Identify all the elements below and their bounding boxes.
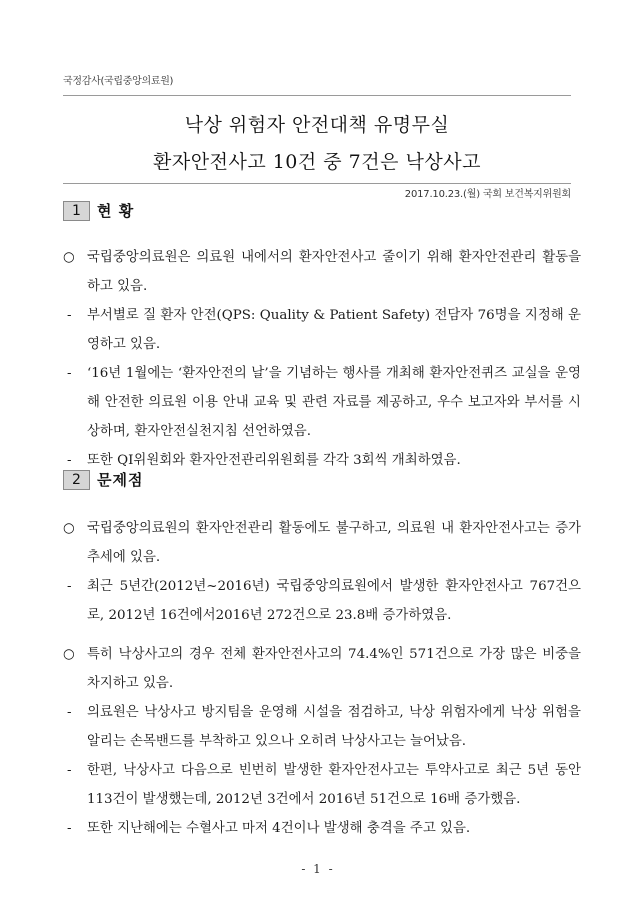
section-title: 문제점 [97,471,144,489]
dash-bullet-icon: - [67,763,72,778]
sub-bullet-item [63,814,581,843]
dash-bullet-icon: - [67,308,72,323]
title-divider [63,183,571,184]
header-divider [63,95,571,96]
bullet-text: 국립중앙의료원의 환자안전관리 활동에도 불구하고, 의료원 내 환자안전사고는 증가 추세에 있음. [87,521,581,565]
section-2-body-group-2 [63,640,581,843]
sub-bullet-item [63,756,581,814]
circle-bullet-icon: ○ [63,647,75,662]
running-header: 국정감사(국립중앙의료원) [63,76,174,87]
bullet-item [63,514,581,572]
dash-bullet-icon: - [67,366,72,381]
section-1-body [63,243,581,475]
bullet-text: 특히 낙상사고의 경우 전체 환자안전사고의 74.4%인 571건으로 가장 많은 비중을 차지하고 있음. [87,647,581,691]
section-number-badge: 2 [63,470,90,490]
dash-bullet-icon: - [67,453,72,468]
section-2-body-group-1 [63,514,581,630]
sub-bullet-item [63,572,581,630]
bullet-text: ‘16년 1월에는 ‘환자안전의 날’을 기념하는 행사를 개최해 환자안전퀴즈 교실을 운영해 안전한 의료원 이용 안내 교육 및 관련 자료를 제공하고, 우수 보고자와 부서를 시상하며, 환자안전실천지침 선언하였음. [87,366,581,439]
dash-bullet-icon: - [67,821,72,836]
bullet-text: 의료원은 낙상사고 방지팀을 운영해 시설을 점검하고, 낙상 위험자에게 낙상 위험을 알리는 손목밴드를 부착하고 있으나 오히려 낙상사고는 늘어났음. [87,705,581,749]
sub-bullet-item [63,698,581,756]
bullet-text: 한편, 낙상사고 다음으로 빈번히 발생한 환자안전사고는 투약사고로 최근 5년 동안 113건이 발생했는데, 2012년 3건에서 2016년 51건으로 16배 증가했음. [87,763,581,807]
section-heading-problems [63,469,143,490]
section-heading-status [63,200,134,221]
bullet-text: 또한 QI위원회와 환자안전관리위원회를 각각 3회씩 개최하였음. [87,453,461,468]
bullet-item [63,640,581,698]
sub-bullet-item [63,301,581,359]
bullet-text: 최근 5년간(2012년~2016년) 국립중앙의료원에서 발생한 환자안전사고 767건으로, 2012년 16건에서2016년 272건으로 23.8배 증가하였음. [87,579,581,623]
date-and-committee: 2017.10.23.(월) 국회 보건복지위원회 [404,189,571,200]
document-title-line-2: 환자안전사고 10건 중 7건은 낙상사고 [153,151,481,173]
document-title-line-1: 낙상 위험자 안전대책 유명무실 [184,114,450,136]
bullet-text: 또한 지난해에는 수혈사고 마저 4건이나 발생해 충격을 주고 있음. [87,821,471,836]
dash-bullet-icon: - [67,579,72,594]
dash-bullet-icon: - [67,705,72,720]
circle-bullet-icon: ○ [63,521,75,536]
bullet-text: 부서별로 질 환자 안전(QPS: Quality & Patient Safety) 전담자 76명을 지정해 운영하고 있음. [87,308,581,352]
section-title: 현 황 [97,202,135,220]
section-number-badge: 1 [63,201,90,221]
sub-bullet-item [63,359,581,446]
bullet-text: 국립중앙의료원은 의료원 내에서의 환자안전사고 줄이기 위해 환자안전관리 활동을 하고 있음. [87,250,581,294]
page-number: - 1 - [301,862,335,876]
circle-bullet-icon: ○ [63,250,75,265]
bullet-item [63,243,581,301]
